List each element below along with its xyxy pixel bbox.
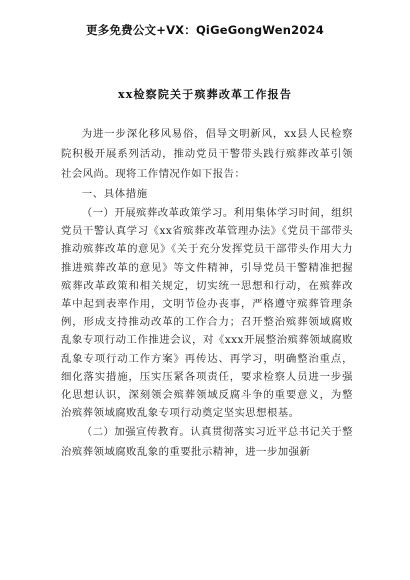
measure-paragraph-1: （一）开展殡葬改革政策学习。利用集体学习时间，组织党员干警认真学习《xx省殡葬改革管理办法》《党员干部带头推动殡葬改革的意见》《关于充分发挥党员干部带头作用大力推进殡葬改革的意见》等文件精神，引导党员干警精准把握殡葬改革政策和相关规定，切实统一思想和行动，在殡葬改革中起到表率作用，文明节俭办丧事，严格遵守殡葬管理条例，形成支持推动改革的工作合力；召开整治殡葬领域腐败乱象专项行动工作推进会议，对《xxx开展整治殡葬领域腐败乱象专项行动工作方案》再传达、再学习，明确整治重点，细化落实措施，压实压紧各项责任，要求检察人员进一步强化思想认识，深刻领会殡葬领域反腐斗争的重要意义，为整治殡葬领域腐败乱象专项行动奠定坚实思想根基。 <box>61 207 353 420</box>
section-heading: 一、具体措施 <box>81 188 148 200</box>
document-body <box>61 124 353 462</box>
measure-paragraph-2: （二）加强宣传教育。认真贯彻落实习近平总书记关于整治殡葬领域腐败乱象的重要批示精神，进一步加强新 <box>61 426 353 459</box>
intro-paragraph: 为进一步深化移风易俗，倡导文明新风，xx县人民检察院积极开展系列活动，推动党员干警带头践行殡葬改革引领社会风尚。现将工作情况作如下报告： <box>61 128 353 180</box>
document-title: xx检察院关于殡葬改革工作报告 <box>117 88 293 101</box>
promo-banner: 更多免费公文+VX：QiGeGongWen2024 <box>86 23 324 37</box>
